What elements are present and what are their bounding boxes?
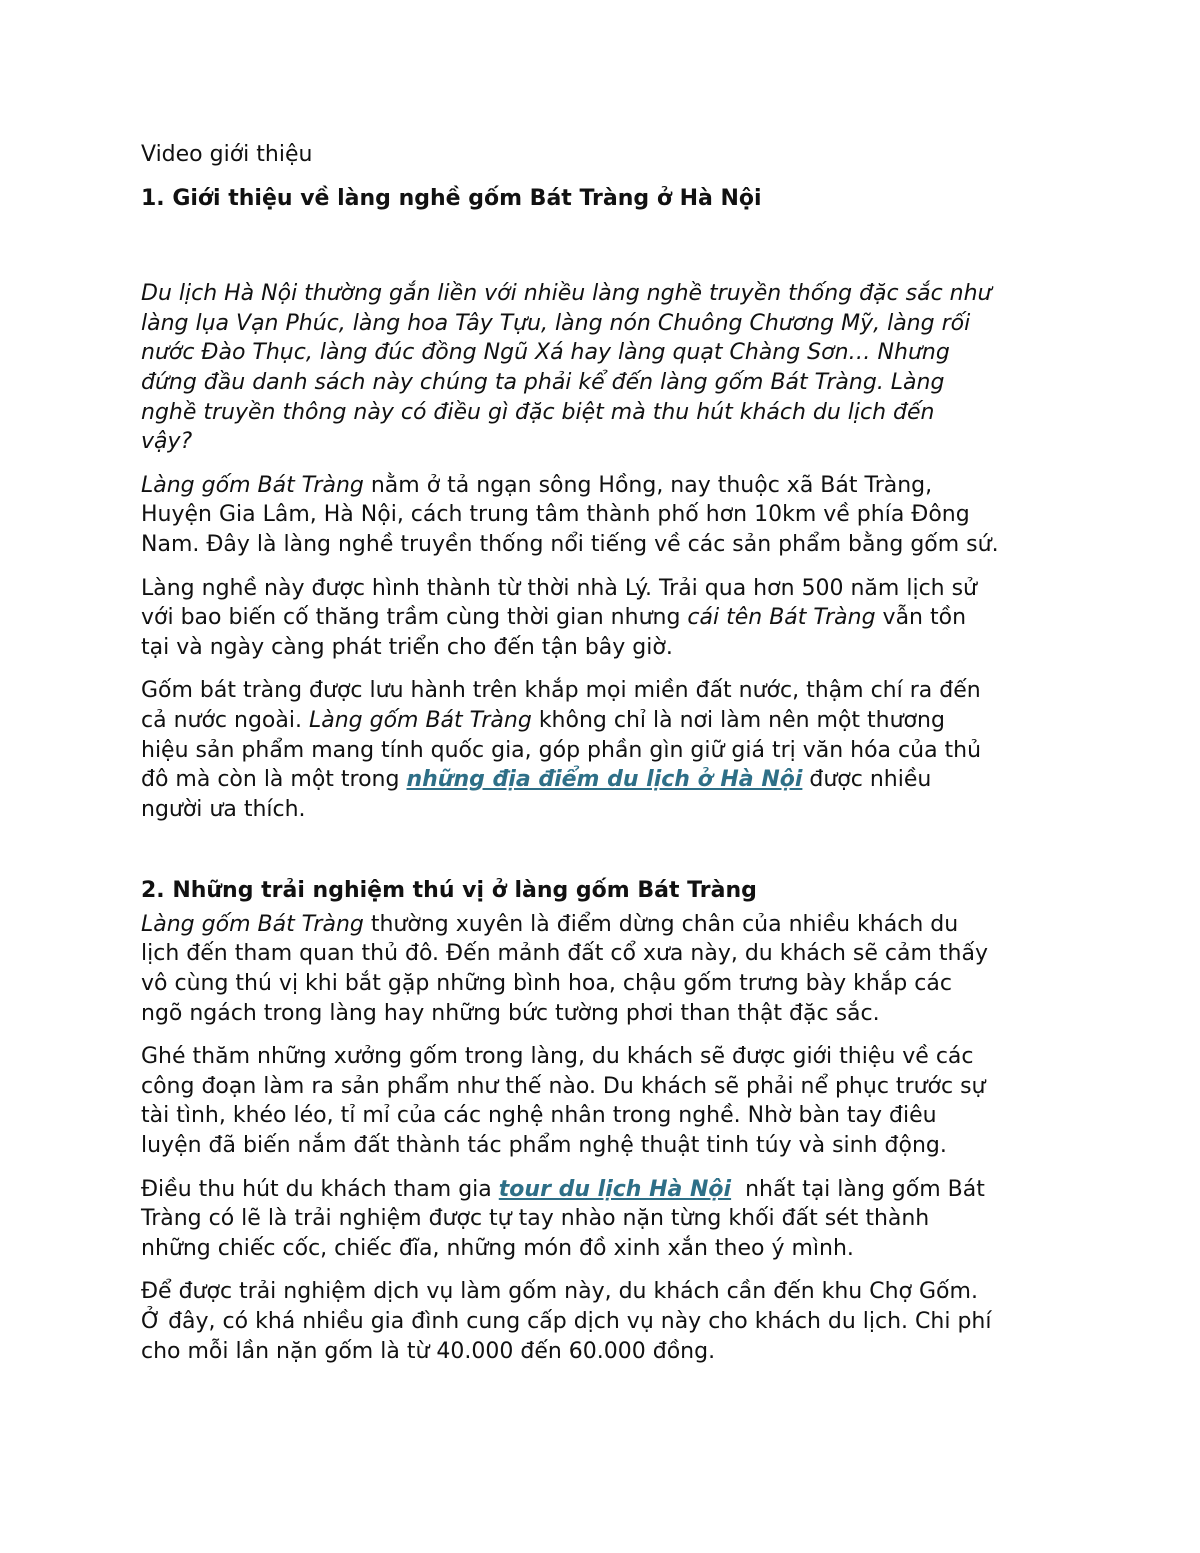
paragraph-line: [141, 603, 1061, 633]
paragraph-text: Điều thu hút du khách tham gia: [141, 1176, 499, 1202]
intro-label: Video giới thiệu: [141, 142, 313, 167]
paragraph-line: vô cùng thú vị khi bắt gặp những bình hoa, chậu gốm trưng bày khắp các: [141, 971, 952, 997]
section-2-heading: 2. Những trải nghiệm thú vị ở làng gốm Bát Tràng: [141, 878, 757, 904]
paragraph-line: đứng đầu danh sách này chúng ta phải kể đến làng gốm Bát Tràng. Làng: [141, 369, 945, 395]
emphasis-text: Làng gốm Bát Tràng: [141, 911, 364, 937]
paragraph-line: Làng nghề này được hình thành từ thời nhà Lý. Trải qua hơn 500 năm lịch sử: [141, 575, 977, 601]
paragraph-line: [141, 910, 1061, 940]
paragraph-text: được nhiều: [802, 767, 932, 793]
section-1-heading: 1. Giới thiệu về làng nghề gốm Bát Tràng ở Hà Nội: [141, 185, 762, 211]
paragraph-line: Để được trải nghiệm dịch vụ làm gốm này, du khách cần đến khu Chợ Gốm.: [141, 1279, 978, 1305]
document-page: [141, 140, 1061, 1380]
paragraph-text: nằm ở tả ngạn sông Hồng, nay thuộc xã Bát Tràng,: [363, 472, 933, 498]
paragraph-6: [141, 1042, 1061, 1160]
paragraph-line: tại và ngày càng phát triển cho đến tận bây giờ.: [141, 634, 673, 660]
paragraph-2: [141, 471, 1061, 560]
paragraph-1: [141, 279, 1061, 457]
paragraph-line: [141, 1175, 1061, 1205]
paragraph-line: tài tình, khéo léo, tỉ mỉ của các nghệ nhân trong nghề. Nhờ bàn tay điêu: [141, 1103, 937, 1129]
paragraph-line: [141, 765, 1061, 795]
paragraph-text: không chỉ là nơi làm nên một thương: [531, 707, 945, 733]
paragraph-line: công đoạn làm ra sản phẩm như thế nào. Du khách sẽ phải nể phục trước sự: [141, 1073, 986, 1099]
paragraph-line: nước Đào Thục, làng đúc đồng Ngũ Xá hay làng quạt Chàng Sơn… Nhưng: [141, 340, 950, 366]
paragraph-line: Ghé thăm những xưởng gốm trong làng, du khách sẽ được giới thiệu về các: [141, 1044, 974, 1070]
emphasis-text: Làng gốm Bát Tràng: [141, 472, 364, 498]
paragraph-text: cả nước ngoài.: [141, 707, 309, 733]
paragraph-line: lịch đến tham quan thủ đô. Đến mảnh đất cổ xưa này, du khách sẽ cảm thấy: [141, 941, 988, 967]
paragraph-line: vậy?: [141, 429, 193, 455]
section-2-heading-block: [141, 876, 1061, 906]
paragraph-line: Gốm bát tràng được lưu hành trên khắp mọi miền đất nước, thậm chí ra đến: [141, 678, 981, 704]
paragraph-line: Tràng có lẽ là trải nghiệm được tự tay nhào nặn từng khối đất sét thành: [141, 1206, 930, 1232]
paragraph-7: [141, 1175, 1061, 1264]
paragraph-text: nhất tại làng gốm Bát: [731, 1176, 985, 1202]
paragraph-line: [141, 706, 1061, 736]
section-1-heading-block: [141, 184, 1061, 214]
paragraph-text: với bao biến cố thăng trầm cùng thời gian nhưng: [141, 605, 688, 631]
paragraph-text: vẫn tồn: [875, 605, 967, 631]
paragraph-4: [141, 676, 1061, 824]
paragraph-line: ngõ ngách trong làng hay những bức tường phơi than thật đặc sắc.: [141, 1000, 880, 1026]
paragraph-line: [141, 471, 1061, 501]
paragraph-line: Ở đây, có khá nhiều gia đình cung cấp dịch vụ này cho khách du lịch. Chi phí: [141, 1309, 992, 1334]
paragraph-line: làng lụa Vạn Phúc, làng hoa Tây Tựu, làng nón Chuông Chương Mỹ, làng rối: [141, 310, 971, 336]
emphasis-text: Làng gốm Bát Tràng: [308, 707, 532, 733]
paragraph-line: hiệu sản phẩm mang tính quốc gia, góp phần gìn giữ giá trị văn hóa của thủ: [141, 737, 982, 763]
paragraph-line: Du lịch Hà Nội thường gắn liền với nhiều làng nghề truyền thống đặc sắc như: [141, 281, 992, 307]
paragraph-text: đô mà còn là một trong: [141, 767, 407, 793]
emphasis-text: cái tên Bát Tràng: [687, 605, 876, 631]
paragraph-line: Huyện Gia Lâm, Hà Nội, cách trung tâm thành phố hơn 10km về phía Đông: [141, 502, 970, 528]
paragraph-line: người ưa thích.: [141, 796, 306, 822]
link-hanoi-tour[interactable]: tour du lịch Hà Nội: [498, 1176, 732, 1202]
paragraph-line: Nam. Đây là làng nghề truyền thống nổi tiếng về các sản phẩm bằng gốm sứ.: [141, 531, 999, 557]
paragraph-5: [141, 910, 1061, 1028]
paragraph-text: thường xuyên là điểm dừng chân của nhiều khách du: [363, 911, 959, 937]
paragraph-line: những chiếc cốc, chiếc đĩa, những món đồ xinh xắn theo ý mình.: [141, 1235, 854, 1261]
paragraph-line: luyện đã biến nắm đất thành tác phẩm nghệ thuật tinh túy và sinh động.: [141, 1133, 947, 1159]
paragraph-line: cho mỗi lần nặn gốm là từ 40.000 đến 60.000 đồng.: [141, 1338, 716, 1364]
paragraph-8: [141, 1277, 1061, 1366]
link-hanoi-destinations[interactable]: những địa điểm du lịch ở Hà Nội: [406, 767, 803, 793]
paragraph-3: [141, 574, 1061, 663]
paragraph-line: nghề truyền thông này có điều gì đặc biệt mà thu hút khách du lịch đến: [141, 399, 935, 425]
